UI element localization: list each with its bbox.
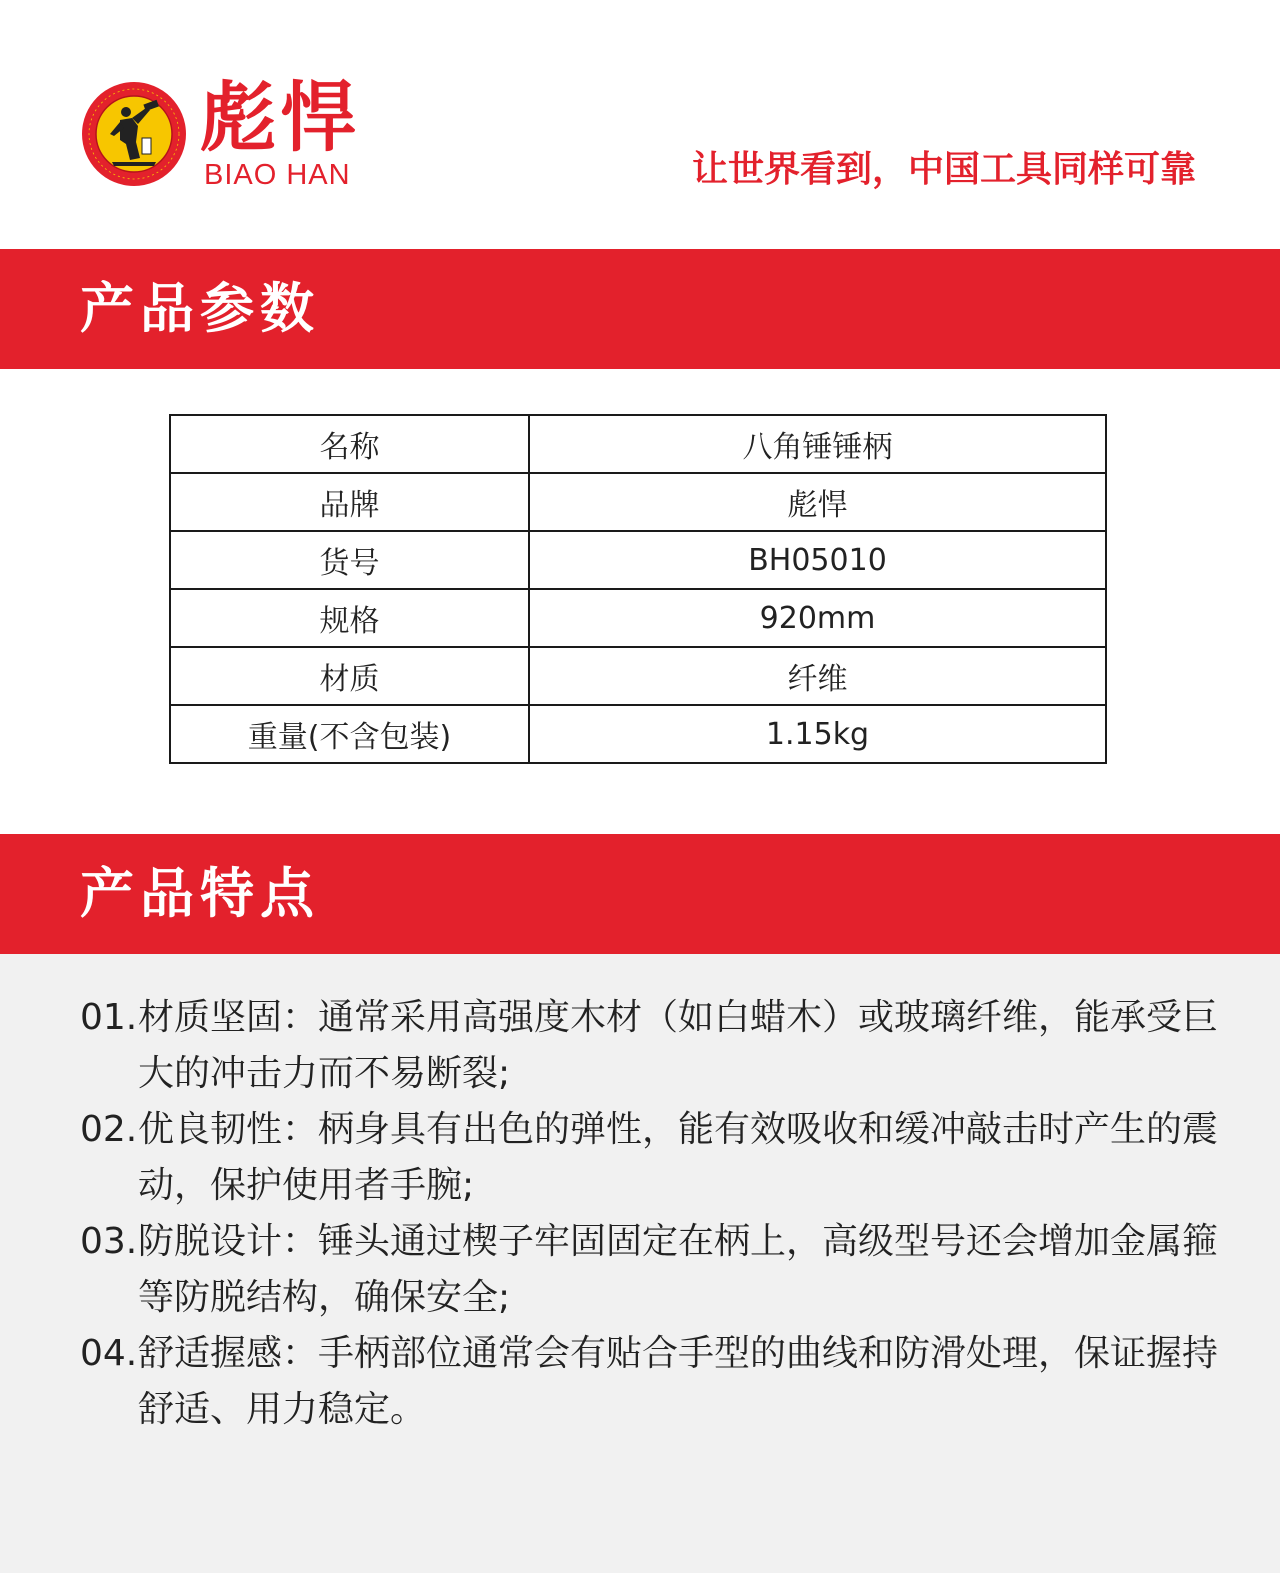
param-value: 1.15kg [529,705,1106,763]
param-label: 规格 [170,589,529,647]
param-label: 品牌 [170,473,529,531]
table-row [170,705,1106,763]
feature-number: 03. [80,1221,138,1262]
table-row [170,415,1106,473]
list-item [80,1102,1230,1214]
brand-slogan: 让世界看到，中国工具同样可靠 [691,149,1196,190]
param-label: 名称 [170,415,529,473]
param-label: 货号 [170,531,529,589]
feature-text: 防脱设计：锤头通过楔子牢固固定在柄上，高级型号还会增加金属箍等防脱结构，确保安全; [138,1221,1219,1318]
list-item [80,1326,1230,1438]
feature-list [80,990,1230,1438]
brand-emblem-icon [80,80,188,188]
feature-number: 04. [80,1333,138,1374]
feature-text: 材质坚固：通常采用高强度木材（如白蜡木）或玻璃纤维，能承受巨大的冲击力而不易断裂; [138,997,1219,1094]
feature-text: 舒适握感：手柄部位通常会有贴合手型的曲线和防滑处理，保证握持舒适、用力稳定。 [138,1333,1219,1430]
table-row [170,531,1106,589]
page-header [0,0,1280,248]
param-value: 八角锤锤柄 [529,415,1106,473]
params-section-title: 产品参数 [80,277,320,340]
param-value: 纤维 [529,647,1106,705]
feature-number: 01. [80,997,138,1038]
feature-text: 优良韧性：柄身具有出色的弹性，能有效吸收和缓冲敲击时产生的震动，保护使用者手腕; [138,1109,1219,1206]
params-section-header [0,249,1280,369]
table-row [170,589,1106,647]
params-table [169,414,1107,764]
brand-name-cn: 彪悍 [200,73,360,162]
param-value: 920mm [529,589,1106,647]
param-value: 彪悍 [529,473,1106,531]
list-item [80,990,1230,1102]
table-row [170,647,1106,705]
features-section-header [0,834,1280,954]
param-label: 重量(不含包装) [170,705,529,763]
param-label: 材质 [170,647,529,705]
features-section-title: 产品特点 [80,862,320,925]
feature-number: 02. [80,1109,138,1150]
brand-name-en: BIAO HAN [204,159,351,191]
table-row [170,473,1106,531]
param-value: BH05010 [529,531,1106,589]
list-item [80,1214,1230,1326]
